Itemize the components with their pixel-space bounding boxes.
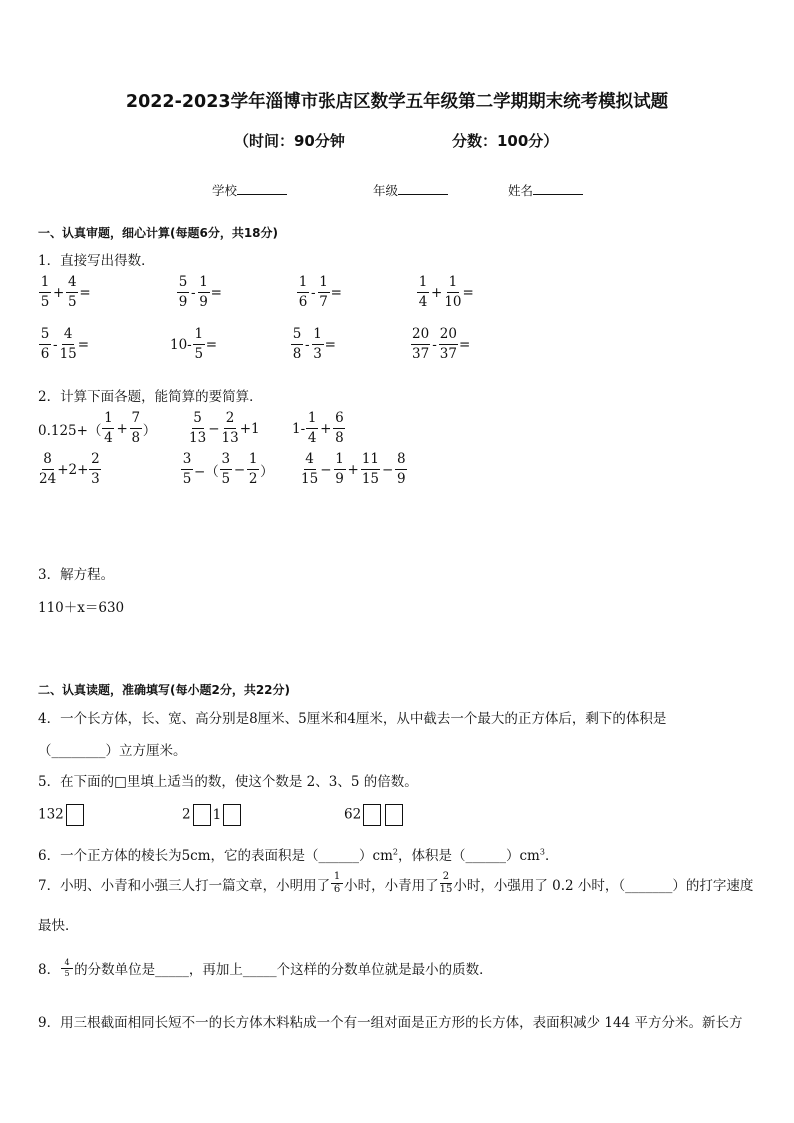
name-blank[interactable]: [533, 182, 583, 195]
page-title: 2022-2023学年淄博市张店区数学五年级第二学期期末统考模拟试题: [125, 92, 669, 112]
school-label: 学校: [212, 183, 238, 198]
school-blank[interactable]: [237, 182, 287, 195]
q5-blank-box[interactable]: [193, 804, 211, 826]
q2-expr-3: 1- $\frac{1}{4}$ + $\frac{6}{8}$: [292, 410, 344, 446]
q1-item-7: $\frac{5}{8}$ - $\frac{1}{3}$ =: [292, 326, 336, 362]
grade-label: 年级: [373, 183, 399, 198]
q4-text-line1: 4．一个长方体，长、宽、高分别是8厘米、5厘米和4厘米，从中截去一个最大的正方体后，剩下的体积是: [38, 711, 667, 727]
q5-number-b: 2 1: [182, 804, 241, 826]
section1-heading: 一、认真审题，细心计算(每题6分，共18分): [38, 226, 279, 240]
q2-expr-4: $\frac{8}{24}$ +2+ $\frac{2}{3}$: [39, 451, 100, 487]
q6-text: 6．一个正方体的棱长为5cm，它的表面积是$(\_\_\_\_\_\_)cm^2$，体积是$(\_\_\_\_\_\_)cm^3$．: [38, 847, 559, 864]
q2-expr-6: $\frac{4}{15}$ − $\frac{1}{9}$ + $\frac{11}{15}$ − $\frac{8}{9}$: [301, 451, 406, 487]
q5-blank-box[interactable]: [385, 804, 403, 826]
exam-score: 分数：100分）: [452, 132, 559, 150]
q5-number-c: 62: [344, 804, 403, 826]
q1-item-1: $\frac{1}{5}$ + $\frac{4}{5}$ =: [40, 274, 91, 310]
q5-number-a: 132: [38, 804, 84, 826]
q2-expr-5: $\frac{3}{5}$ −（ $\frac{3}{5}$ − $\frac{1}{2}$ ）: [182, 451, 274, 487]
name-label: 姓名: [508, 183, 534, 198]
q3-text: 3．解方程。: [38, 567, 115, 583]
exam-time: （时间：90分钟: [234, 132, 345, 150]
q1-item-5: $\frac{5}{6}$ - $\frac{4}{15}$ =: [40, 326, 90, 362]
q1-item-3: $\frac{1}{6}$ - $\frac{1}{7}$ =: [298, 274, 342, 310]
q5-blank-box[interactable]: [223, 804, 241, 826]
q1-item-2: $\frac{5}{9}$ - $\frac{1}{9}$ =: [178, 274, 222, 310]
grade-field[interactable]: [373, 181, 448, 199]
q1-text: 1．直接写出得数．: [38, 253, 155, 269]
q4-text-line2: （________）立方厘米。: [38, 743, 187, 759]
section2-heading: 二、认真读题，准确填写(每小题2分，共22分): [38, 683, 291, 697]
q1-item-4: $\frac{1}{4}$ + $\frac{1}{10}$ =: [418, 274, 474, 310]
school-field[interactable]: [212, 181, 287, 199]
q8-text: 8． $\frac{4}{5}$ 的分数单位是_____，再加上_____个这样的分数单位就是最小的质数．: [38, 957, 493, 978]
q7-text-line2: 最快．: [38, 918, 79, 934]
q1-item-8: $\frac{20}{37}$ - $\frac{20}{37}$ =: [412, 326, 471, 362]
q3-equation: 110＋x＝630: [38, 600, 125, 616]
q9-text: 9．用三根截面相同长短不一的长方体木料粘成一个有一组对面是正方形的长方体，表面积减少 144 平方分米。新长方: [38, 1015, 743, 1031]
grade-blank[interactable]: [398, 182, 448, 195]
name-field[interactable]: [508, 181, 583, 199]
q2-expr-1: 0.125+（ $\frac{1}{4}$ + $\frac{7}{8}$ ）: [38, 410, 157, 446]
q5-text: 5．在下面的□里填上适当的数，使这个数是 2、3、5 的倍数。: [38, 774, 418, 790]
q1-item-6: 10- $\frac{1}{5}$ =: [170, 326, 218, 362]
q7-text-line1: 7．小明、小青和小强三人打一篇文章，小明用了 $\frac{1}{6}$ 小时，小青用了 $\frac{2}{15}$ 小时，小强用了 0.2 小时，（_______）的打字速度: [38, 871, 754, 895]
q5-blank-box[interactable]: [66, 804, 84, 826]
q2-expr-2: $\frac{5}{13}$ − $\frac{2}{13}$ +1: [189, 410, 260, 446]
q5-blank-box[interactable]: [363, 804, 381, 826]
q2-text: 2．计算下面各题，能简算的要简算．: [38, 389, 263, 405]
